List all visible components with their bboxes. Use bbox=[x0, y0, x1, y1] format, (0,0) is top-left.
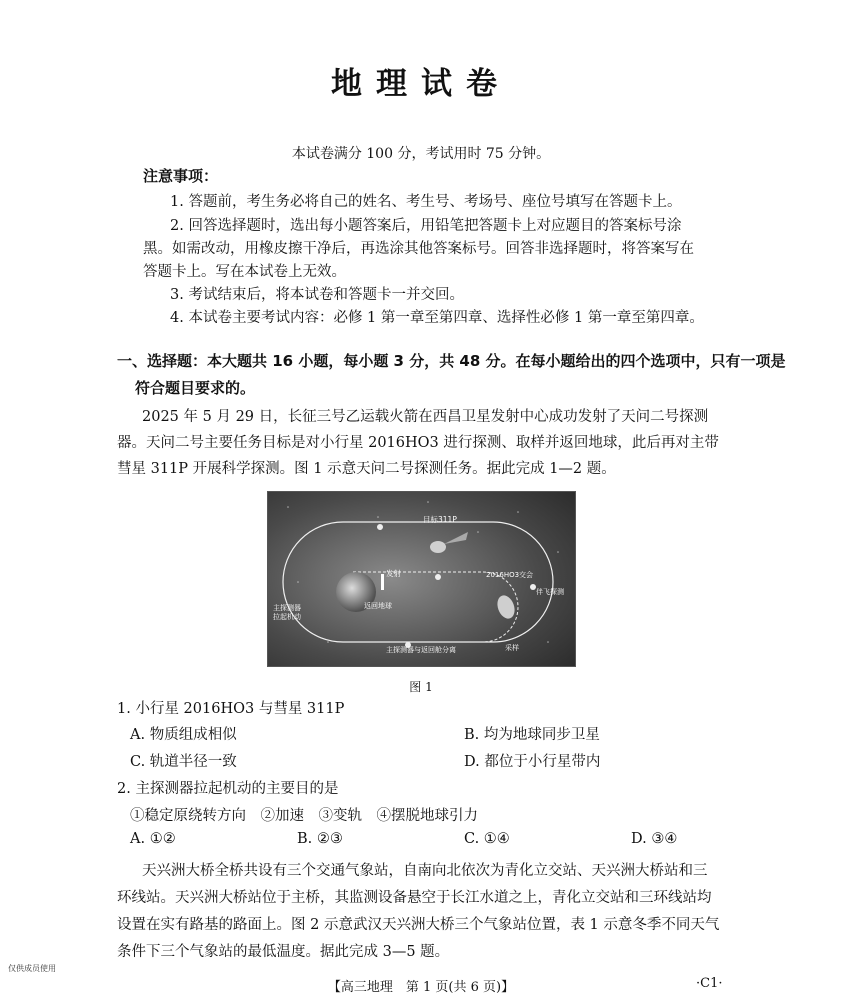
passage1-line-2: 器。天问二号主要任务目标是对小行星 2016HO3 进行探测、取样并返回地球，此后再对主带 bbox=[117, 435, 719, 451]
label-target: 目标311P bbox=[423, 515, 457, 524]
section-heading: 一、选择题：本大题共 16 小题，每小题 3 分，共 48 分。在每小题给出的四个选项中，只有一项是 bbox=[117, 352, 786, 370]
figure-1-caption: 图 1 bbox=[409, 680, 433, 694]
comet-icon bbox=[430, 541, 446, 553]
q2-option-c: C. ①④ bbox=[464, 831, 510, 847]
notice-line-5: 3. 考试结束后，将本试卷和答题卡一并交回。 bbox=[170, 287, 464, 303]
q2-option-a: A. ①② bbox=[130, 831, 176, 847]
page-footer: 【高三地理 第 1 页(共 6 页)】 bbox=[327, 980, 515, 995]
probe-icon bbox=[435, 574, 441, 580]
label-launch: 发射 bbox=[386, 569, 401, 578]
q1-option-b: B. 均为地球同步卫星 bbox=[464, 727, 600, 743]
passage2-line-4: 条件下三个气象站的最低温度。据此完成 3—5 题。 bbox=[117, 944, 450, 960]
label-hover: 伴飞探测 bbox=[536, 588, 564, 596]
passage2-line-3: 设置在实有路基的路面上。图 2 示意武汉天兴洲大桥三个气象站位置，表 1 示意冬季不同天气 bbox=[117, 917, 720, 933]
q1-option-c: C. 轨道半径一致 bbox=[130, 754, 237, 770]
figure-1-mission-diagram bbox=[267, 491, 576, 667]
q2-option-b: B. ②③ bbox=[297, 831, 343, 847]
notice-heading: 注意事项： bbox=[143, 167, 219, 185]
paper-code: ·C1· bbox=[696, 976, 723, 991]
mission-diagram-svg bbox=[268, 492, 575, 666]
notice-line-3: 黑。如需改动，用橡皮擦干净后，再选涂其他答案标号。回答非选择题时，将答案写在 bbox=[143, 241, 694, 257]
passage1-line-1: 2025 年 5 月 29 日，长征三号乙运载火箭在西昌卫星发射中心成功发射了天问二号探测 bbox=[142, 409, 709, 425]
section-heading-cont: 符合题目要求的。 bbox=[135, 379, 256, 397]
q1-option-a: A. 物质组成相似 bbox=[130, 727, 237, 743]
label-separate: 主探测器与返回舱分离 bbox=[386, 646, 456, 654]
passage2-line-2: 环线站。天兴洲大桥站位于主桥，其监测设备悬空于长江水道之上，青化立交站和三环线站均 bbox=[117, 890, 712, 906]
notice-line-6: 4. 本试卷主要考试内容：必修 1 第一章至第四章、选择性必修 1 第一章至第四章。 bbox=[170, 310, 704, 326]
page-title: 地理试卷 bbox=[331, 66, 511, 102]
q1-option-d: D. 都位于小行星带内 bbox=[464, 754, 601, 770]
label-sample: 采样 bbox=[505, 644, 519, 652]
label-boost-2: 拉起机动 bbox=[273, 613, 301, 621]
passage1-line-3: 彗星 311P 开展科学探测。图 1 示意天问二号探测任务。据此完成 1—2 题。 bbox=[117, 461, 616, 477]
q1-stem: 1. 小行星 2016HO3 与彗星 311P bbox=[117, 701, 345, 717]
notice-line-1: 1. 答题前，考生务必将自己的姓名、考生号、考场号、座位号填写在答题卡上。 bbox=[170, 194, 682, 210]
side-watermark-note: 仅供成员使用 bbox=[8, 964, 56, 973]
probe-icon bbox=[377, 524, 383, 530]
label-return: 返回地球 bbox=[364, 602, 392, 610]
exam-info: 本试卷满分 100 分，考试用时 75 分钟。 bbox=[291, 146, 551, 162]
label-rendezvous: 2016HO3交会 bbox=[486, 571, 534, 579]
label-boost: 主探测器 bbox=[273, 604, 301, 612]
rocket-icon bbox=[381, 574, 384, 590]
q2-option-d: D. ③④ bbox=[631, 831, 678, 847]
q2-stem: 2. 主探测器拉起机动的主要目的是 bbox=[117, 781, 339, 797]
q2-items: ①稳定原绕转方向 ②加速 ③变轨 ④摆脱地球引力 bbox=[130, 808, 478, 824]
notice-line-2: 2. 回答选择题时，选出每小题答案后，用铅笔把答题卡上对应题目的答案标号涂 bbox=[170, 218, 682, 234]
notice-line-4: 答题卡上。写在本试卷上无效。 bbox=[143, 264, 346, 280]
passage2-line-1: 天兴洲大桥全桥共设有三个交通气象站，自南向北依次为青化立交站、天兴洲大桥站和三 bbox=[142, 863, 708, 879]
